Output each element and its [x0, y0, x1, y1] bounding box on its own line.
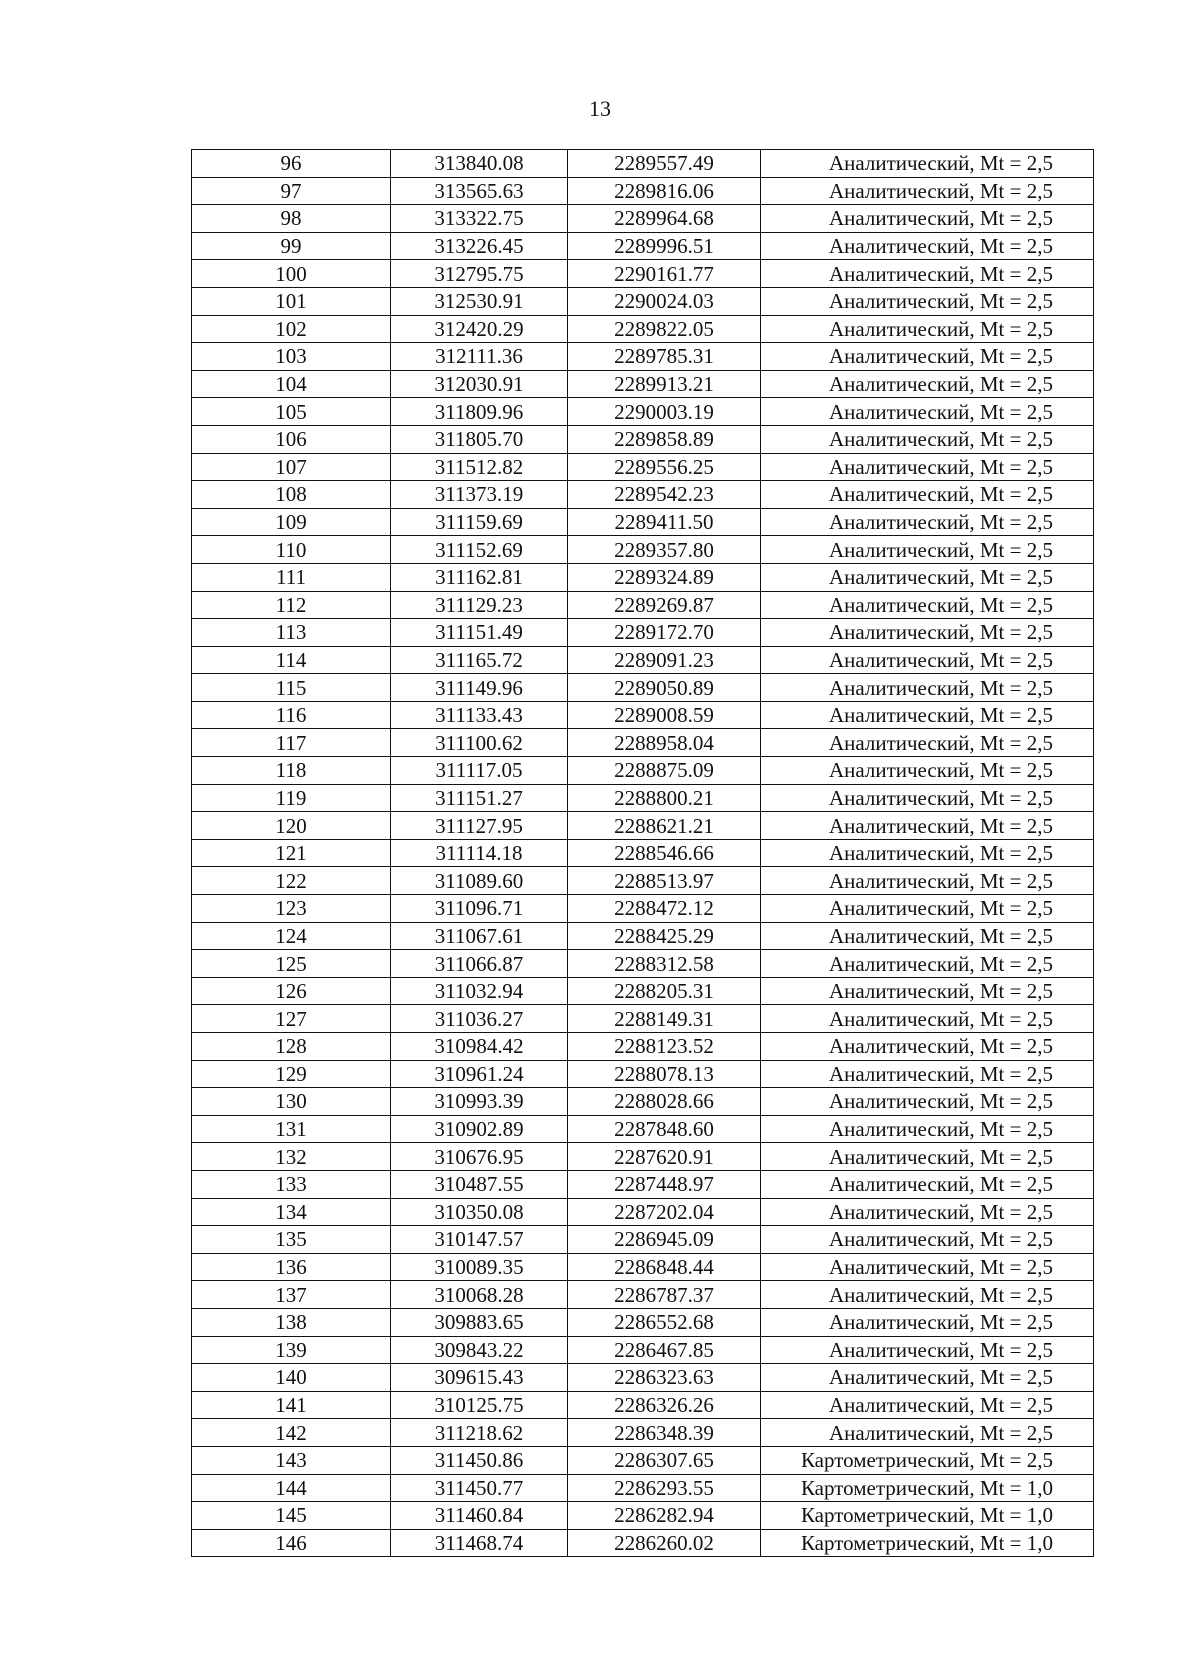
table-row	[192, 1088, 1094, 1116]
method-cell: Аналитический, Mt = 2,5	[761, 205, 1094, 233]
method-cell: Аналитический, Mt = 2,5	[761, 1198, 1094, 1226]
coordinate-x-cell: 311460.84	[391, 1502, 568, 1530]
coordinate-y-cell: 2288205.31	[568, 977, 761, 1005]
coordinate-y-cell: 2288078.13	[568, 1060, 761, 1088]
table-row	[192, 287, 1094, 315]
coordinate-x-cell: 310125.75	[391, 1391, 568, 1419]
coordinate-y-cell: 2290024.03	[568, 287, 761, 315]
coordinate-y-cell: 2289557.49	[568, 150, 761, 178]
point-number-cell: 133	[192, 1170, 391, 1198]
point-number-cell: 124	[192, 922, 391, 950]
coordinate-y-cell: 2288513.97	[568, 867, 761, 895]
point-number-cell: 137	[192, 1281, 391, 1309]
table-row	[192, 508, 1094, 536]
coordinate-y-cell: 2286293.55	[568, 1474, 761, 1502]
method-cell: Аналитический, Mt = 2,5	[761, 425, 1094, 453]
table-row	[192, 619, 1094, 647]
method-cell: Аналитический, Mt = 2,5	[761, 1364, 1094, 1392]
table-row	[192, 1529, 1094, 1557]
coordinate-y-cell: 2289269.87	[568, 591, 761, 619]
method-cell: Аналитический, Mt = 2,5	[761, 895, 1094, 923]
point-number-cell: 107	[192, 453, 391, 481]
coordinate-x-cell: 310147.57	[391, 1226, 568, 1254]
point-number-cell: 109	[192, 508, 391, 536]
coordinate-y-cell: 2288875.09	[568, 757, 761, 785]
coordinate-y-cell: 2288312.58	[568, 950, 761, 978]
coordinate-x-cell: 311149.96	[391, 674, 568, 702]
method-cell: Аналитический, Mt = 2,5	[761, 950, 1094, 978]
coordinate-y-cell: 2286326.26	[568, 1391, 761, 1419]
table-row	[192, 1226, 1094, 1254]
method-cell: Аналитический, Mt = 2,5	[761, 1336, 1094, 1364]
coordinate-y-cell: 2288958.04	[568, 729, 761, 757]
point-number-cell: 115	[192, 674, 391, 702]
point-number-cell: 125	[192, 950, 391, 978]
point-number-cell: 123	[192, 895, 391, 923]
coordinate-y-cell: 2288425.29	[568, 922, 761, 950]
coordinate-x-cell: 311450.86	[391, 1446, 568, 1474]
method-cell: Аналитический, Mt = 2,5	[761, 674, 1094, 702]
method-cell: Аналитический, Mt = 2,5	[761, 343, 1094, 371]
method-cell: Аналитический, Mt = 2,5	[761, 1143, 1094, 1171]
method-cell: Аналитический, Mt = 2,5	[761, 619, 1094, 647]
point-number-cell: 119	[192, 784, 391, 812]
coordinate-x-cell: 311805.70	[391, 425, 568, 453]
coordinate-y-cell: 2287448.97	[568, 1170, 761, 1198]
table-row	[192, 674, 1094, 702]
method-cell: Аналитический, Mt = 2,5	[761, 784, 1094, 812]
coordinate-y-cell: 2288028.66	[568, 1088, 761, 1116]
point-number-cell: 110	[192, 536, 391, 564]
method-cell: Аналитический, Mt = 2,5	[761, 177, 1094, 205]
coordinate-x-cell: 313226.45	[391, 232, 568, 260]
coordinate-y-cell: 2289785.31	[568, 343, 761, 371]
coordinate-y-cell: 2286787.37	[568, 1281, 761, 1309]
method-cell: Аналитический, Mt = 2,5	[761, 757, 1094, 785]
point-number-cell: 142	[192, 1419, 391, 1447]
point-number-cell: 140	[192, 1364, 391, 1392]
coordinate-y-cell: 2289964.68	[568, 205, 761, 233]
coordinate-x-cell: 310961.24	[391, 1060, 568, 1088]
table-row	[192, 1336, 1094, 1364]
coordinate-y-cell: 2289172.70	[568, 619, 761, 647]
coordinate-x-cell: 310068.28	[391, 1281, 568, 1309]
method-cell: Аналитический, Mt = 2,5	[761, 370, 1094, 398]
point-number-cell: 146	[192, 1529, 391, 1557]
point-number-cell: 97	[192, 177, 391, 205]
table-row	[192, 315, 1094, 343]
coordinate-x-cell: 310984.42	[391, 1033, 568, 1061]
coordinate-x-cell: 311468.74	[391, 1529, 568, 1557]
method-cell: Аналитический, Mt = 2,5	[761, 701, 1094, 729]
table-row	[192, 1033, 1094, 1061]
table-row	[192, 784, 1094, 812]
point-number-cell: 127	[192, 1005, 391, 1033]
method-cell: Аналитический, Mt = 2,5	[761, 315, 1094, 343]
method-cell: Аналитический, Mt = 2,5	[761, 867, 1094, 895]
coordinate-y-cell: 2289091.23	[568, 646, 761, 674]
coordinate-y-cell: 2289913.21	[568, 370, 761, 398]
method-cell: Аналитический, Mt = 2,5	[761, 453, 1094, 481]
table-row	[192, 343, 1094, 371]
method-cell: Аналитический, Mt = 2,5	[761, 1088, 1094, 1116]
method-cell: Аналитический, Mt = 2,5	[761, 646, 1094, 674]
coordinate-y-cell: 2286282.94	[568, 1502, 761, 1530]
coordinate-x-cell: 311036.27	[391, 1005, 568, 1033]
coordinate-x-cell: 309883.65	[391, 1308, 568, 1336]
coordinate-x-cell: 310902.89	[391, 1115, 568, 1143]
coordinate-x-cell: 312795.75	[391, 260, 568, 288]
method-cell: Аналитический, Mt = 2,5	[761, 1419, 1094, 1447]
table-row	[192, 1474, 1094, 1502]
coordinate-x-cell: 312111.36	[391, 343, 568, 371]
coordinate-y-cell: 2286323.63	[568, 1364, 761, 1392]
method-cell: Аналитический, Mt = 2,5	[761, 398, 1094, 426]
coordinate-x-cell: 311165.72	[391, 646, 568, 674]
method-cell: Аналитический, Mt = 2,5	[761, 563, 1094, 591]
table-row	[192, 425, 1094, 453]
coordinate-y-cell: 2289008.59	[568, 701, 761, 729]
point-number-cell: 130	[192, 1088, 391, 1116]
coordinate-y-cell: 2286307.65	[568, 1446, 761, 1474]
table-row	[192, 1253, 1094, 1281]
coordinate-x-cell: 311067.61	[391, 922, 568, 950]
coordinate-x-cell: 311512.82	[391, 453, 568, 481]
coordinate-x-cell: 311129.23	[391, 591, 568, 619]
table-row	[192, 867, 1094, 895]
point-number-cell: 108	[192, 481, 391, 509]
coordinate-y-cell: 2288546.66	[568, 839, 761, 867]
point-number-cell: 103	[192, 343, 391, 371]
coordinate-y-cell: 2289556.25	[568, 453, 761, 481]
table-row	[192, 895, 1094, 923]
coordinate-x-cell: 310487.55	[391, 1170, 568, 1198]
method-cell: Аналитический, Mt = 2,5	[761, 1170, 1094, 1198]
coordinate-x-cell: 311159.69	[391, 508, 568, 536]
method-cell: Аналитический, Mt = 2,5	[761, 1060, 1094, 1088]
coordinate-y-cell: 2290161.77	[568, 260, 761, 288]
point-number-cell: 134	[192, 1198, 391, 1226]
coordinate-y-cell: 2288123.52	[568, 1033, 761, 1061]
method-cell: Аналитический, Mt = 2,5	[761, 1226, 1094, 1254]
coordinate-x-cell: 312420.29	[391, 315, 568, 343]
table-row	[192, 812, 1094, 840]
table-row	[192, 839, 1094, 867]
table-row	[192, 1143, 1094, 1171]
point-number-cell: 144	[192, 1474, 391, 1502]
coordinate-x-cell: 311151.27	[391, 784, 568, 812]
coordinate-y-cell: 2287202.04	[568, 1198, 761, 1226]
coordinate-x-cell: 311218.62	[391, 1419, 568, 1447]
table-row	[192, 922, 1094, 950]
coordinate-y-cell: 2290003.19	[568, 398, 761, 426]
coordinate-y-cell: 2288472.12	[568, 895, 761, 923]
table-row	[192, 1364, 1094, 1392]
coordinate-x-cell: 311032.94	[391, 977, 568, 1005]
coordinate-x-cell: 309843.22	[391, 1336, 568, 1364]
coordinate-y-cell: 2286260.02	[568, 1529, 761, 1557]
table-row	[192, 1281, 1094, 1309]
point-number-cell: 145	[192, 1502, 391, 1530]
coordinate-x-cell: 313840.08	[391, 150, 568, 178]
point-number-cell: 102	[192, 315, 391, 343]
table-row	[192, 646, 1094, 674]
method-cell: Аналитический, Mt = 2,5	[761, 922, 1094, 950]
point-number-cell: 131	[192, 1115, 391, 1143]
table-row	[192, 1391, 1094, 1419]
method-cell: Аналитический, Mt = 2,5	[761, 1115, 1094, 1143]
table-row	[192, 591, 1094, 619]
coordinates-table-body	[192, 150, 1094, 1557]
coordinate-x-cell: 313565.63	[391, 177, 568, 205]
coordinate-y-cell: 2286348.39	[568, 1419, 761, 1447]
coordinates-table	[191, 149, 1094, 1557]
point-number-cell: 128	[192, 1033, 391, 1061]
table-row	[192, 1115, 1094, 1143]
coordinate-y-cell: 2286552.68	[568, 1308, 761, 1336]
coordinate-x-cell: 312030.91	[391, 370, 568, 398]
coordinate-x-cell: 313322.75	[391, 205, 568, 233]
table-row	[192, 232, 1094, 260]
table-row	[192, 729, 1094, 757]
method-cell: Аналитический, Mt = 2,5	[761, 1391, 1094, 1419]
point-number-cell: 135	[192, 1226, 391, 1254]
coordinate-x-cell: 309615.43	[391, 1364, 568, 1392]
method-cell: Аналитический, Mt = 2,5	[761, 481, 1094, 509]
coordinate-x-cell: 311809.96	[391, 398, 568, 426]
point-number-cell: 129	[192, 1060, 391, 1088]
table-row	[192, 205, 1094, 233]
method-cell: Аналитический, Mt = 2,5	[761, 536, 1094, 564]
coordinate-x-cell: 311373.19	[391, 481, 568, 509]
coordinate-y-cell: 2286848.44	[568, 1253, 761, 1281]
table-row	[192, 1419, 1094, 1447]
point-number-cell: 136	[192, 1253, 391, 1281]
method-cell: Аналитический, Mt = 2,5	[761, 1253, 1094, 1281]
table-row	[192, 1170, 1094, 1198]
coordinate-y-cell: 2289816.06	[568, 177, 761, 205]
method-cell: Аналитический, Mt = 2,5	[761, 1033, 1094, 1061]
table-row	[192, 453, 1094, 481]
table-row	[192, 1502, 1094, 1530]
table-row	[192, 1198, 1094, 1226]
point-number-cell: 117	[192, 729, 391, 757]
table-row	[192, 757, 1094, 785]
point-number-cell: 121	[192, 839, 391, 867]
method-cell: Аналитический, Mt = 2,5	[761, 287, 1094, 315]
point-number-cell: 141	[192, 1391, 391, 1419]
coordinate-x-cell: 311096.71	[391, 895, 568, 923]
coordinate-y-cell: 2289822.05	[568, 315, 761, 343]
point-number-cell: 120	[192, 812, 391, 840]
coordinate-y-cell: 2289357.80	[568, 536, 761, 564]
point-number-cell: 106	[192, 425, 391, 453]
table-row	[192, 177, 1094, 205]
point-number-cell: 114	[192, 646, 391, 674]
method-cell: Аналитический, Mt = 2,5	[761, 591, 1094, 619]
method-cell: Картометрический, Mt = 1,0	[761, 1474, 1094, 1502]
method-cell: Аналитический, Mt = 2,5	[761, 812, 1094, 840]
point-number-cell: 111	[192, 563, 391, 591]
method-cell: Аналитический, Mt = 2,5	[761, 1005, 1094, 1033]
table-row	[192, 370, 1094, 398]
table-row	[192, 150, 1094, 178]
coordinate-x-cell: 311162.81	[391, 563, 568, 591]
point-number-cell: 96	[192, 150, 391, 178]
coordinate-y-cell: 2289858.89	[568, 425, 761, 453]
method-cell: Аналитический, Mt = 2,5	[761, 260, 1094, 288]
point-number-cell: 100	[192, 260, 391, 288]
point-number-cell: 101	[192, 287, 391, 315]
table-row	[192, 977, 1094, 1005]
coordinate-y-cell: 2286945.09	[568, 1226, 761, 1254]
method-cell: Аналитический, Mt = 2,5	[761, 1281, 1094, 1309]
table-row	[192, 398, 1094, 426]
coordinate-y-cell: 2289996.51	[568, 232, 761, 260]
coordinate-x-cell: 312530.91	[391, 287, 568, 315]
point-number-cell: 126	[192, 977, 391, 1005]
table-row	[192, 1005, 1094, 1033]
coordinate-x-cell: 310350.08	[391, 1198, 568, 1226]
coordinate-x-cell: 311066.87	[391, 950, 568, 978]
coordinate-x-cell: 311100.62	[391, 729, 568, 757]
table-row	[192, 1446, 1094, 1474]
coordinate-y-cell: 2289411.50	[568, 508, 761, 536]
method-cell: Аналитический, Mt = 2,5	[761, 839, 1094, 867]
table-row	[192, 563, 1094, 591]
table-row	[192, 536, 1094, 564]
coordinate-y-cell: 2288800.21	[568, 784, 761, 812]
coordinate-x-cell: 311151.49	[391, 619, 568, 647]
point-number-cell: 99	[192, 232, 391, 260]
table-row	[192, 701, 1094, 729]
coordinate-x-cell: 310993.39	[391, 1088, 568, 1116]
table-row	[192, 950, 1094, 978]
coordinate-x-cell: 311152.69	[391, 536, 568, 564]
page-number: 13	[589, 96, 611, 121]
coordinate-x-cell: 310676.95	[391, 1143, 568, 1171]
point-number-cell: 122	[192, 867, 391, 895]
method-cell: Картометрический, Mt = 1,0	[761, 1502, 1094, 1530]
coordinate-x-cell: 310089.35	[391, 1253, 568, 1281]
table-row	[192, 260, 1094, 288]
coordinate-y-cell: 2288621.21	[568, 812, 761, 840]
coordinate-y-cell: 2289542.23	[568, 481, 761, 509]
coordinate-y-cell: 2287848.60	[568, 1115, 761, 1143]
point-number-cell: 132	[192, 1143, 391, 1171]
point-number-cell: 118	[192, 757, 391, 785]
table-row	[192, 1060, 1094, 1088]
point-number-cell: 139	[192, 1336, 391, 1364]
method-cell: Аналитический, Mt = 2,5	[761, 977, 1094, 1005]
coordinate-x-cell: 311127.95	[391, 812, 568, 840]
point-number-cell: 143	[192, 1446, 391, 1474]
table-row	[192, 1308, 1094, 1336]
point-number-cell: 105	[192, 398, 391, 426]
coordinate-y-cell: 2286467.85	[568, 1336, 761, 1364]
point-number-cell: 138	[192, 1308, 391, 1336]
method-cell: Аналитический, Mt = 2,5	[761, 232, 1094, 260]
method-cell: Аналитический, Mt = 2,5	[761, 1308, 1094, 1336]
method-cell: Картометрический, Mt = 2,5	[761, 1446, 1094, 1474]
coordinate-x-cell: 311450.77	[391, 1474, 568, 1502]
coordinate-y-cell: 2289324.89	[568, 563, 761, 591]
coordinate-x-cell: 311114.18	[391, 839, 568, 867]
coordinate-x-cell: 311133.43	[391, 701, 568, 729]
point-number-cell: 104	[192, 370, 391, 398]
coordinate-x-cell: 311089.60	[391, 867, 568, 895]
table-row	[192, 481, 1094, 509]
point-number-cell: 112	[192, 591, 391, 619]
method-cell: Аналитический, Mt = 2,5	[761, 729, 1094, 757]
point-number-cell: 98	[192, 205, 391, 233]
method-cell: Картометрический, Mt = 1,0	[761, 1529, 1094, 1557]
point-number-cell: 116	[192, 701, 391, 729]
coordinate-y-cell: 2289050.89	[568, 674, 761, 702]
method-cell: Аналитический, Mt = 2,5	[761, 508, 1094, 536]
coordinate-y-cell: 2287620.91	[568, 1143, 761, 1171]
coordinate-y-cell: 2288149.31	[568, 1005, 761, 1033]
method-cell: Аналитический, Mt = 2,5	[761, 150, 1094, 178]
coordinate-x-cell: 311117.05	[391, 757, 568, 785]
point-number-cell: 113	[192, 619, 391, 647]
